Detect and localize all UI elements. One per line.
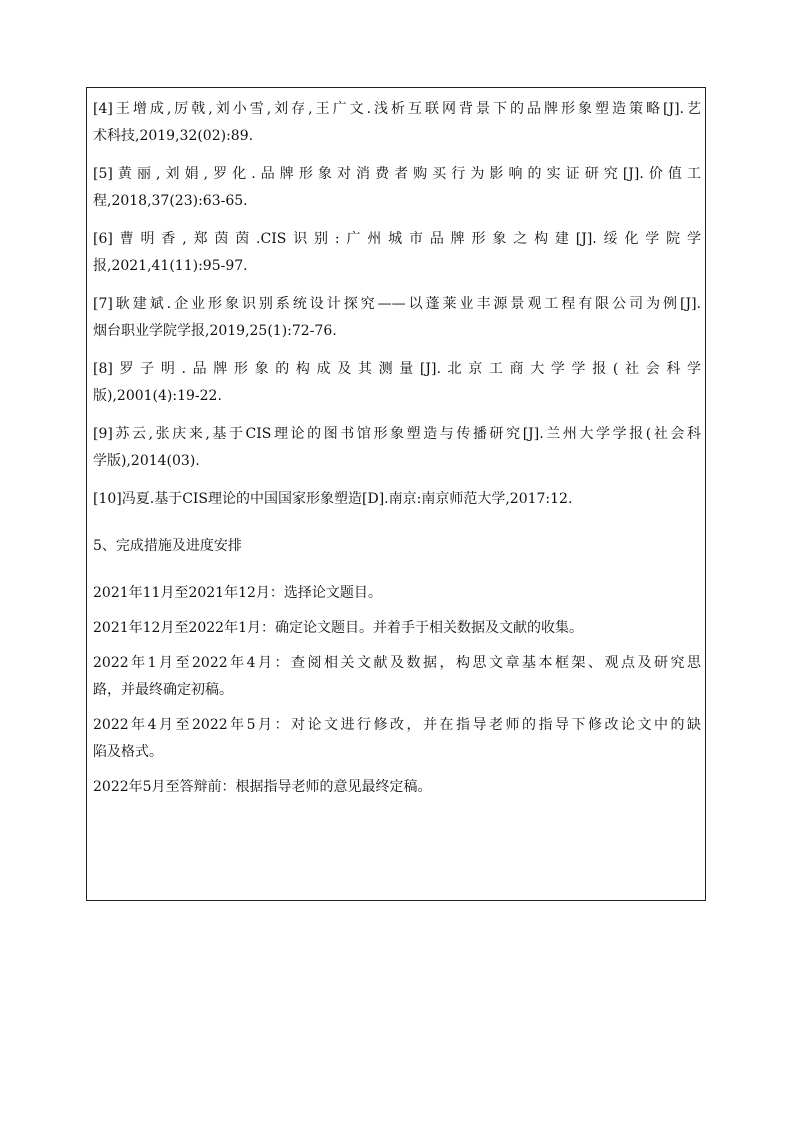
document-body <box>93 96 701 801</box>
reference-text-line: 版),2001(4):19-22. <box>93 388 222 404</box>
schedule-list <box>93 580 701 801</box>
reference-text-line: 学版),2014(03). <box>93 453 200 469</box>
schedule-text-line: 2021年12月至2022年1月：确定论文题目。并着手于相关数据及文献的收集。 <box>93 620 583 636</box>
reference-text-line: [7]耿建斌.企业形象识别系统设计探究——以蓬莱业丰源景观工程有限公司为例[J]. <box>93 296 701 312</box>
reference-item <box>93 96 701 150</box>
reference-item <box>93 356 701 410</box>
schedule-text-line: 2022年5月至答辩前：根据指导老师的意见最终定稿。 <box>93 779 432 795</box>
reference-item <box>93 421 701 475</box>
reference-text-line: 报,2021,41(11):95-97. <box>93 258 248 274</box>
reference-text-line: [10]冯夏.基于CIS理论的中国国家形象塑造[D].南京:南京师范大学,2017:12. <box>93 491 573 507</box>
section-heading: 5、完成措施及进度安排 <box>93 538 242 554</box>
reference-list <box>93 96 701 513</box>
reference-text-line: 烟台职业学院学报,2019,25(1):72-76. <box>93 323 337 339</box>
reference-text-line: [9]苏云,张庆来,基于CIS理论的图书馆形象塑造与传播研究[J].兰州大学学报(社会科 <box>93 426 701 442</box>
schedule-text-line: 2022年4月至2022年5月：对论文进行修改，并在指导老师的指导下修改论文中的缺 <box>93 717 701 733</box>
schedule-item <box>93 580 701 607</box>
schedule-item <box>93 712 701 766</box>
reference-item <box>93 291 701 345</box>
reference-text-line: 程,2018,37(23):63-65. <box>93 193 248 209</box>
schedule-text-line: 陷及格式。 <box>93 744 163 760</box>
schedule-item <box>93 650 701 704</box>
schedule-item <box>93 615 701 642</box>
reference-item <box>93 161 701 215</box>
schedule-text-line: 2022年1月至2022年4月：查阅相关文献及数据，构思文章基本框架、观点及研究思 <box>93 655 701 671</box>
reference-text-line: 术科技,2019,32(02):89. <box>93 128 254 144</box>
schedule-item <box>93 774 701 801</box>
schedule-text-line: 路，并最终确定初稿。 <box>93 682 233 698</box>
reference-text-line: [5]黄丽,刘娟,罗化.品牌形象对消费者购买行为影响的实证研究[J].价值工 <box>93 166 701 182</box>
schedule-text-line: 2021年11月至2021年12月：选择论文题目。 <box>93 585 382 601</box>
reference-item <box>93 226 701 280</box>
reference-item <box>93 486 701 513</box>
reference-text-line: [6]曹明香,郑茵茵.CIS识别:广州城市品牌形象之构建[J].绥化学院学 <box>93 231 701 247</box>
reference-text-line: [4]王增成,厉戟,刘小雪,刘存,王广文.浅析互联网背景下的品牌形象塑造策略[J].艺 <box>93 101 701 117</box>
reference-text-line: [8]罗子明.品牌形象的构成及其测量[J].北京工商大学学报(社会科学 <box>93 361 701 377</box>
